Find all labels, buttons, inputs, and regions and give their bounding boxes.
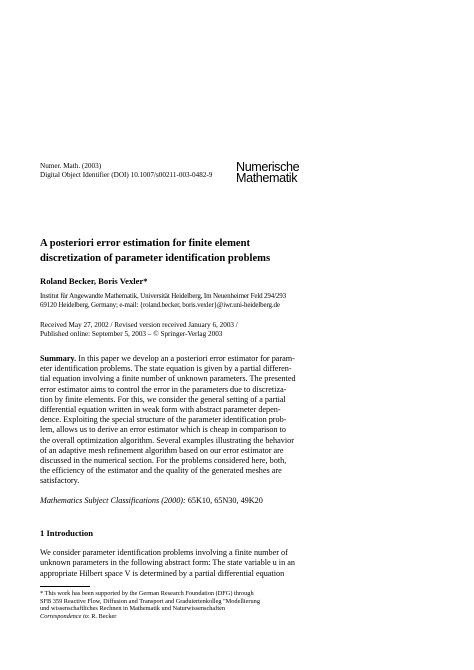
footnote-line-3: und wissenschaftliches Rechnen in Mathematik und Naturwissenschaften bbox=[40, 605, 226, 613]
received-line-2: Published online: September 5, 2003 – © Springer-Verlag 2003 bbox=[40, 330, 223, 339]
correspondence bbox=[40, 613, 260, 621]
journal-doi: Digital Object Identifier (DOI) 10.1007/s00211-003-0482-9 bbox=[40, 170, 213, 179]
abstract-line: satisfactory. bbox=[40, 476, 80, 486]
abstract-line: tial equation involving a finite number of unknown parameters. The presented bbox=[40, 374, 296, 384]
abstract-line: error estimator aims to control the error in the parameters due to discretiza- bbox=[40, 384, 287, 394]
footnote-rule bbox=[40, 586, 90, 587]
msc-label: Mathematics Subject Classifications (2000): bbox=[40, 496, 186, 505]
correspondence-value: : R. Becker bbox=[87, 612, 117, 620]
received-dates bbox=[40, 321, 238, 339]
abstract-line: the efficiency of the estimator and the quality of the generated meshes are bbox=[40, 466, 282, 476]
affiliation-line-1: Institut für Angewandte Mathematik, Universität Heidelberg, Im Neuenheimer Feld 294/293 bbox=[40, 292, 286, 300]
authors: Roland Becker, Boris Vexler* bbox=[40, 276, 148, 286]
footnote-line-2: SFB 359 Reactive Flow, Diffusion and Transport and Graduiertenkolleg "Modellierung bbox=[40, 597, 260, 605]
section-heading-introduction: 1 Introduction bbox=[40, 528, 94, 538]
abstract-line: Summary. In this paper we develop an a posteriori error estimator for param- bbox=[40, 354, 295, 363]
received-line-1: Received May 27, 2002 / Revised version received January 6, 2003 / bbox=[40, 321, 238, 329]
msc-codes: 65K10, 65N30, 49K20 bbox=[187, 496, 263, 505]
affiliation-line-2: 69120 Heidelberg, Germany; e-mail: {roland.becker, boris.vexler}@iwr.uni-heidelberg.de bbox=[40, 301, 280, 310]
abstract-label: Summary. bbox=[40, 354, 77, 363]
intro-line: We consider parameter identification problems involving a finite number of bbox=[40, 548, 288, 557]
abstract-line: differential equation written in weak form with abstract parameter depen- bbox=[40, 405, 281, 415]
footnote-line-1: * This work has been supported by the German Research Foundation (DFG) through bbox=[40, 590, 254, 597]
abstract-line: lem, allows us to derive an error estimator which is cheap in comparison to bbox=[40, 425, 287, 435]
title-line-2: discretization of parameter identification problems bbox=[40, 253, 271, 264]
introduction-text bbox=[40, 548, 295, 579]
abstract-line: eter identification problems. The state equation is given by a partial differen- bbox=[40, 364, 292, 374]
paper-title bbox=[40, 236, 270, 266]
abstract-line: tion by finite elements. For this, we consider the general setting of a partial bbox=[40, 394, 286, 404]
journal-info bbox=[40, 162, 212, 179]
abstract bbox=[40, 354, 294, 487]
intro-line: unknown parameters in the following abstract form: The state variable u in an bbox=[40, 558, 295, 568]
journal-logo bbox=[236, 162, 310, 184]
abstract-line: dence. Exploiting the special structure of the parameter identification prob- bbox=[40, 415, 287, 425]
abstract-line: of an adaptive mesh refinement algorithm based on our error estimator are bbox=[40, 445, 284, 455]
subject-classification bbox=[40, 496, 263, 505]
affiliation bbox=[40, 292, 286, 310]
abstract-line: the overall optimization algorithm. Several examples illustrating the behavior bbox=[40, 435, 294, 445]
journal-citation: Numer. Math. (2003) bbox=[40, 162, 102, 170]
logo-line-2: Mathematik bbox=[236, 171, 298, 185]
abstract-line: discussed in the numerical section. For the problems considered here, both, bbox=[40, 456, 287, 466]
title-line-1: A posteriori error estimation for finite element bbox=[40, 238, 251, 249]
intro-line: appropriate Hilbert space V is determined by a partial differential equation bbox=[40, 568, 285, 578]
correspondence-label: Correspondence to bbox=[40, 612, 88, 620]
footnote bbox=[40, 590, 260, 620]
logo-line-1: Numerische bbox=[236, 160, 300, 174]
